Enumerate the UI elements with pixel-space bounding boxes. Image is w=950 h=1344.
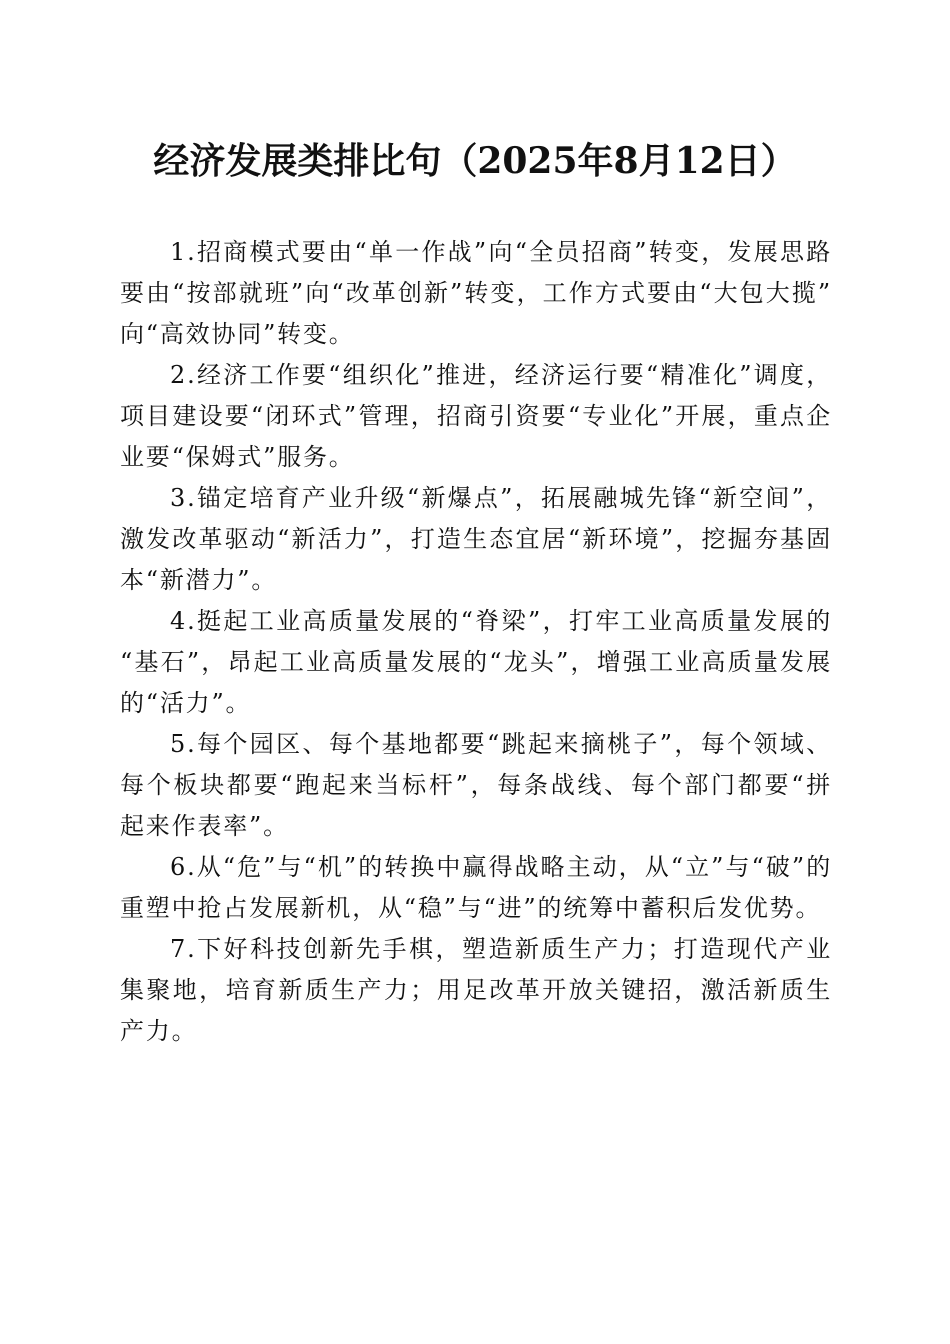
- paragraph-5: 5.每个园区、每个基地都要“跳起来摘桃子”，每个领域、每个板块都要“跑起来当标杆”，每条战线、每个部门都要“拼起来作表率”。: [120, 730, 832, 840]
- paragraph-2: 2.经济工作要“组织化”推进，经济运行要“精准化”调度，项目建设要“闭环式”管理，招商引资要“专业化”开展，重点企业要“保姆式”服务。: [120, 361, 832, 471]
- document-title: 经济发展类排比句（2025年8月12日）: [153, 140, 797, 182]
- paragraph-1: 1.招商模式要由“单一作战”向“全员招商”转变，发展思路要由“按部就班”向“改革创新”转变，工作方式要由“大包大揽”向“高效协同”转变。: [120, 238, 832, 348]
- paragraph-4: 4.挺起工业高质量发展的“脊梁”，打牢工业高质量发展的“基石”，昂起工业高质量发展的“龙头”，增强工业高质量发展的“活力”。: [120, 607, 832, 717]
- paragraph-3: 3.锚定培育产业升级“新爆点”，拓展融城先锋“新空间”，激发改革驱动“新活力”，打造生态宜居“新环境”，挖掘夯基固本“新潜力”。: [120, 484, 832, 594]
- paragraph-6: 6.从“危”与“机”的转换中赢得战略主动，从“立”与“破”的重塑中抢占发展新机，从“稳”与“进”的统筹中蓄积后发优势。: [120, 853, 832, 922]
- document-body: [120, 232, 832, 1052]
- paragraph-7: 7.下好科技创新先手棋，塑造新质生产力；打造现代产业集聚地，培育新质生产力；用足改革开放关键招，激活新质生产力。: [120, 935, 832, 1045]
